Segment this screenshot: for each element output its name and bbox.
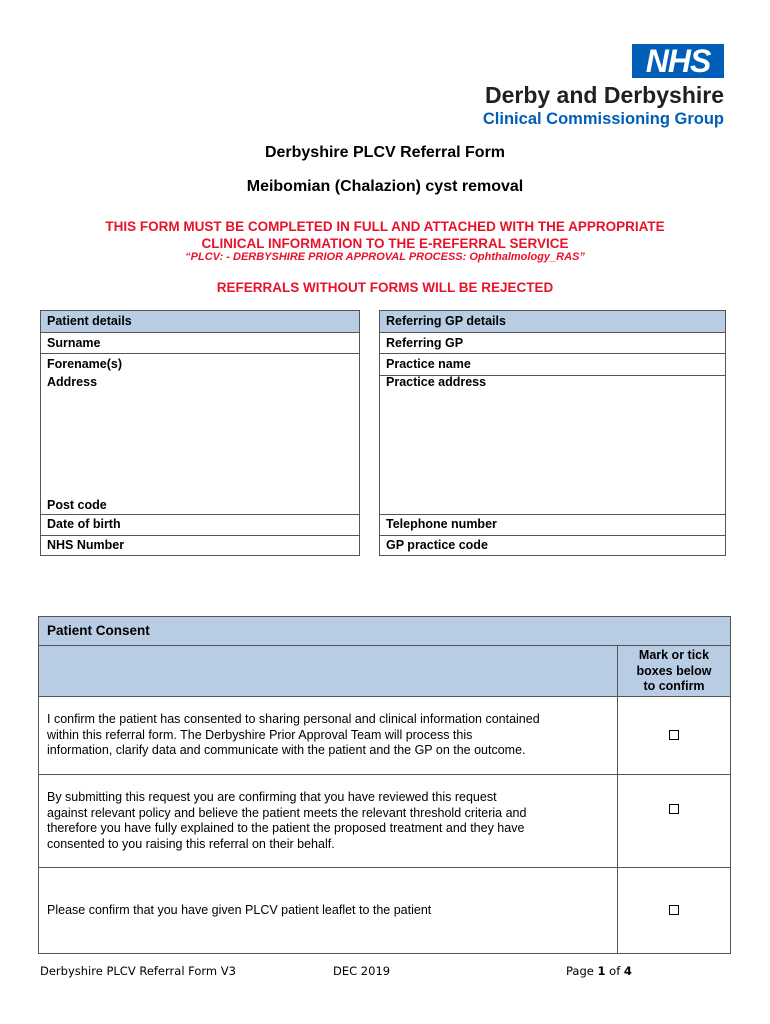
consent-statement-leaflet: Please confirm that you have given PLCV patient leaflet to the patient: [47, 903, 432, 917]
consent-statement-sharing: [47, 712, 540, 759]
address-field[interactable]: Address: [47, 375, 98, 389]
footer-page-of: of: [605, 964, 624, 978]
procedure-title: Meibomian (Chalazion) cyst removal: [246, 178, 524, 195]
consent-policy-checkbox[interactable]: [669, 804, 679, 814]
mark-instruction-line3: to confirm: [643, 679, 705, 693]
process-note: “PLCV: - DERBYSHIRE PRIOR APPROVAL PROCESS: Ophthalmology_RAS”: [185, 251, 585, 263]
footer-page-current: 1: [597, 964, 606, 978]
date-of-birth-field[interactable]: Date of birth: [47, 517, 121, 531]
form-title: Derbyshire PLCV Referral Form: [264, 144, 506, 161]
organisation-subtitle: Clinical Commissioning Group: [482, 110, 724, 128]
patient-consent-title: Patient Consent: [47, 623, 150, 638]
footer-page-prefix: Page: [566, 964, 598, 978]
mark-instruction-line1: Mark or tick: [638, 648, 710, 662]
surname-field[interactable]: Surname: [47, 336, 101, 350]
footer-page-number: [566, 964, 632, 978]
forename-field[interactable]: Forename(s): [47, 357, 123, 371]
patient-consent-table: [38, 616, 731, 954]
nhs-logo-badge: NHS: [632, 44, 724, 78]
referring-gp-field[interactable]: Referring GP: [386, 336, 464, 350]
practice-address-field[interactable]: Practice address: [386, 375, 487, 389]
organisation-name: Derby and Derbyshire: [484, 82, 724, 108]
consent-sharing-line2: within this referral form. The Derbyshire Prior Approval Team will process this: [47, 727, 473, 742]
consent-policy-line3: therefore you have fully explained to the patient the proposed treatment and they have: [47, 821, 525, 836]
telephone-field[interactable]: Telephone number: [386, 517, 497, 531]
footer-page-total: 4: [623, 964, 632, 978]
completion-warning-line1: THIS FORM MUST BE COMPLETED IN FULL AND ATTACHED WITH THE APPROPRIATE: [105, 219, 665, 234]
consent-policy-line1: By submitting this request you are confirming that you have reviewed this request: [47, 790, 497, 804]
consent-sharing-line3: information, clarify data and communicate with the patient and the GP on the outcome.: [47, 743, 526, 758]
gp-details-title: Referring GP details: [386, 314, 506, 328]
completion-warning: [0, 218, 770, 252]
consent-statement-policy: [47, 790, 526, 852]
patient-details-table: [40, 310, 360, 556]
postcode-field[interactable]: Post code: [47, 498, 107, 512]
consent-sharing-line1: I confirm the patient has consented to sharing personal and clinical information contained: [47, 712, 540, 726]
completion-warning-line2: CLINICAL INFORMATION TO THE E-REFERRAL SERVICE: [201, 236, 569, 251]
practice-name-field[interactable]: Practice name: [386, 357, 471, 371]
gp-details-table: [379, 310, 726, 556]
patient-details-title: Patient details: [47, 314, 132, 328]
mark-instruction: [618, 648, 730, 695]
mark-instruction-line2: boxes below: [636, 663, 712, 678]
footer-date: DEC 2019: [333, 964, 391, 978]
consent-leaflet-checkbox[interactable]: [669, 905, 679, 915]
consent-policy-line2: against relevant policy and believe the patient meets the relevant threshold criteria and: [47, 805, 527, 820]
gp-practice-code-field[interactable]: GP practice code: [386, 538, 488, 552]
rejection-warning: REFERRALS WITHOUT FORMS WILL BE REJECTED: [216, 280, 554, 295]
consent-sharing-checkbox[interactable]: [669, 730, 679, 740]
nhs-number-field[interactable]: NHS Number: [47, 538, 125, 552]
footer-document-name: Derbyshire PLCV Referral Form V3: [40, 964, 236, 978]
consent-policy-line4: consented to you raising this referral on their behalf.: [47, 836, 335, 851]
